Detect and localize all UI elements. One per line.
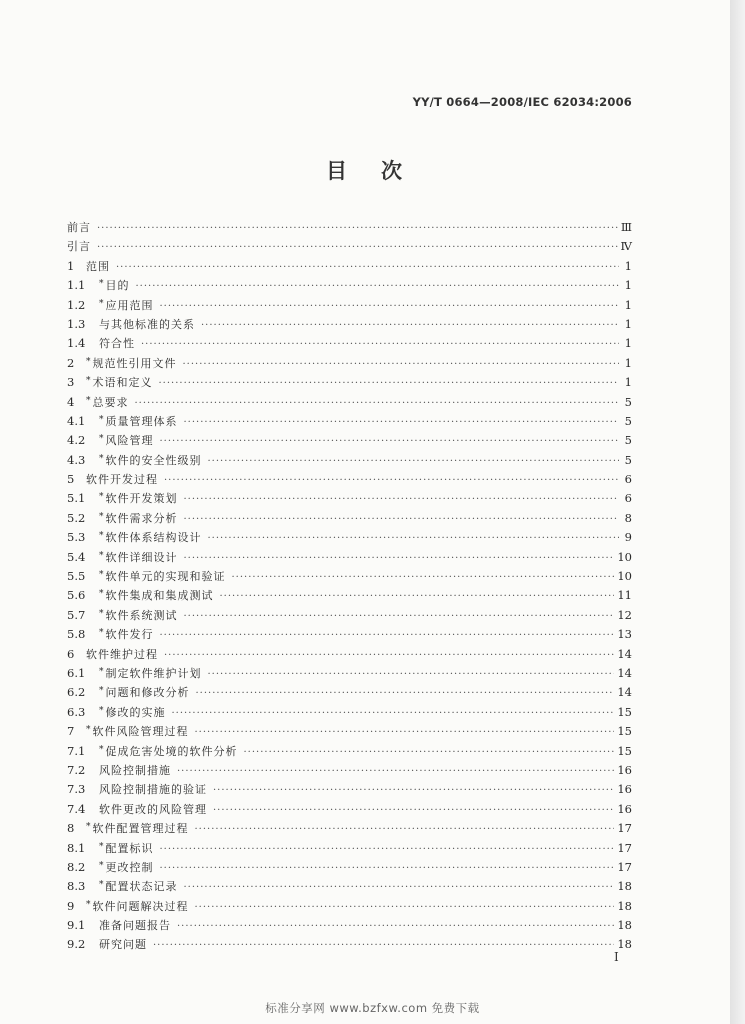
toc-entry [67, 704, 632, 723]
toc-entry-number: 8.3 [67, 879, 86, 894]
toc-entry-page: 18 [617, 918, 632, 933]
toc-entry-title: 更改控制 [105, 860, 154, 874]
toc-entry [67, 607, 632, 626]
informative-mark: * [99, 492, 104, 503]
informative-mark: * [99, 686, 104, 697]
toc-entry-page: 18 [617, 898, 632, 913]
toc-entry [67, 355, 632, 374]
toc-entry-title: 术语和定义 [92, 376, 153, 390]
informative-mark: * [99, 531, 104, 542]
toc-entry-title: 制定软件维护计划 [105, 666, 202, 680]
toc-entry-title: 软件发行 [105, 628, 154, 642]
toc-entry-number: 7.3 [67, 782, 86, 797]
toc-entry-number: 8.2 [67, 859, 86, 874]
toc-entry-page: Ⅳ [620, 239, 632, 254]
toc-entry [67, 743, 632, 762]
toc-entry-page: 1 [624, 297, 632, 312]
informative-mark: * [86, 822, 91, 833]
dot-leader [160, 436, 620, 447]
toc-entry-title: 研究问题 [99, 938, 147, 952]
toc-entry [67, 277, 632, 296]
toc-entry-page: 16 [617, 801, 632, 816]
toc-entry-page: 8 [624, 510, 632, 525]
toc-entry-page: 15 [617, 724, 632, 739]
toc-entry-number: 2 [67, 355, 75, 370]
toc-entry [67, 626, 632, 645]
toc-entry-number: 4 [67, 394, 75, 409]
toc-entry-number: 1.3 [67, 316, 86, 331]
informative-mark: * [86, 395, 91, 406]
dot-leader [177, 921, 614, 932]
toc-entry-number: 5.2 [67, 510, 86, 525]
toc-entry-page: 6 [624, 472, 632, 487]
toc-entry-page: 1 [624, 336, 632, 351]
toc-entry-number: 6.2 [67, 685, 86, 700]
toc-entry-page: 10 [617, 569, 632, 584]
informative-mark: * [99, 414, 104, 425]
informative-mark: * [99, 453, 104, 464]
toc-entry-title: 引言 [67, 240, 91, 254]
toc-entry [67, 665, 632, 684]
dot-leader [184, 417, 620, 428]
toc-entry-page: 5 [624, 394, 632, 409]
toc-entry-page: 9 [624, 530, 632, 545]
toc-entry [67, 471, 632, 490]
page-edge [730, 0, 745, 1024]
watermark-text: 标准分享网 www.bzfxw.com 免费下载 [265, 1001, 480, 1015]
dot-leader [136, 281, 620, 292]
informative-mark: * [99, 705, 104, 716]
toc-entry-page: 5 [624, 452, 632, 467]
dot-leader [184, 494, 620, 505]
toc-entry-title: 软件问题解决过程 [92, 899, 189, 913]
toc-entry-title: 准备问题报告 [99, 919, 171, 933]
toc-entry-page: 1 [624, 278, 632, 293]
toc-entry-page: 13 [617, 627, 632, 642]
toc-entry-title: 总要求 [92, 395, 129, 409]
toc-entry-number: 8 [67, 821, 75, 836]
toc-entry [67, 723, 632, 742]
toc-entry-title: 前言 [67, 221, 91, 234]
dot-leader [213, 785, 614, 796]
toc-entry [67, 859, 632, 878]
toc-entry-number: 8.1 [67, 840, 86, 855]
toc-entry [67, 374, 632, 393]
toc-entry [67, 490, 632, 509]
dot-leader [160, 844, 615, 855]
toc-entry-number: 5.1 [67, 491, 86, 506]
toc-entry [67, 510, 632, 529]
toc-entry-page: 6 [624, 491, 632, 506]
informative-mark: * [99, 511, 104, 522]
dot-leader [160, 301, 620, 312]
informative-mark: * [99, 434, 104, 445]
toc-entry [67, 238, 632, 257]
toc-entry-page: 10 [617, 549, 632, 564]
toc-entry-page: 5 [624, 413, 632, 428]
informative-mark: * [99, 608, 104, 619]
toc-entry [67, 898, 632, 917]
toc-entry-page: 1 [624, 355, 632, 370]
toc-entry-number: 1.1 [67, 278, 86, 293]
dot-leader [195, 902, 615, 913]
dot-leader [159, 378, 620, 389]
toc-entry-title: 规范性引用文件 [92, 356, 177, 370]
dot-leader [164, 650, 614, 661]
toc-entry-page: 1 [624, 316, 632, 331]
dot-leader [213, 805, 614, 816]
toc-entry [67, 394, 632, 413]
toc-entry-number: 4.1 [67, 413, 86, 428]
dot-leader [232, 572, 615, 583]
toc-entry-number: 7.1 [67, 743, 86, 758]
toc-entry-number: 5.6 [67, 588, 86, 603]
informative-mark: * [86, 356, 91, 367]
toc-entry [67, 878, 632, 897]
toc-entry-page: 15 [617, 704, 632, 719]
toc-entry-page: 17 [617, 840, 632, 855]
toc-entry [67, 801, 632, 820]
dot-leader [220, 591, 615, 602]
toc-entry-page: 18 [617, 879, 632, 894]
toc-entry-number: 1.4 [67, 336, 86, 351]
toc-entry-title: 风险控制措施 [99, 763, 171, 777]
dot-leader [196, 688, 615, 699]
title-char-right: 次 [381, 159, 404, 183]
toc-entry-number: 5.5 [67, 569, 86, 584]
toc-entry-number: 7.2 [67, 762, 86, 777]
toc-entry [67, 335, 632, 354]
informative-mark: * [99, 841, 104, 852]
toc-entry-number: 1.2 [67, 297, 86, 312]
dot-leader [116, 262, 619, 273]
toc-entry [67, 452, 632, 471]
toc-entry-number: 7.4 [67, 801, 86, 816]
toc-entry [67, 917, 632, 936]
toc-entry-page: 1 [624, 375, 632, 390]
toc-entry [67, 549, 632, 568]
toc-entry-number: 7 [67, 724, 75, 739]
toc-entry-title: 软件风险管理过程 [92, 725, 189, 739]
toc-entry-title: 问题和修改分析 [105, 686, 190, 700]
dot-leader [208, 456, 620, 467]
toc-entry-title: 与其他标准的关系 [99, 317, 195, 331]
toc-entry-page: 14 [617, 646, 632, 661]
dot-leader [141, 339, 619, 350]
toc-entry-number: 1 [67, 258, 75, 273]
toc-entry-page: 5 [624, 433, 632, 448]
dot-leader [160, 630, 615, 641]
toc-entry-number: 4.2 [67, 433, 86, 448]
toc-entry [67, 219, 632, 238]
toc-entry-title: 符合性 [99, 337, 135, 351]
toc-entry-page: 1 [624, 258, 632, 273]
dot-leader [97, 223, 618, 234]
toc-entry-page: 14 [617, 685, 632, 700]
dot-leader [201, 320, 619, 331]
toc-entry-title: 范围 [86, 259, 110, 273]
informative-mark: * [86, 725, 91, 736]
toc-entry-title: 软件配置管理过程 [92, 822, 189, 836]
informative-mark: * [99, 744, 104, 755]
toc-entry-title: 修改的实施 [105, 705, 166, 719]
toc-entry-page: 15 [617, 743, 632, 758]
informative-mark: * [99, 279, 104, 290]
informative-mark: * [99, 860, 104, 871]
toc-entry [67, 413, 632, 432]
toc-entry-title: 软件的安全性级别 [105, 453, 202, 467]
toc-entry [67, 529, 632, 548]
toc-entry-title: 配置标识 [105, 841, 154, 855]
toc-entry-title: 应用范围 [105, 298, 154, 312]
table-of-contents [67, 219, 632, 956]
toc-entry-number: 5.7 [67, 607, 86, 622]
informative-mark: * [99, 589, 104, 600]
toc-entry-title: 软件维护过程 [86, 647, 158, 661]
toc-entry-title: 质量管理体系 [105, 414, 178, 428]
toc-entry-title: 风险管理 [105, 434, 154, 448]
toc-entry-title: 软件开发过程 [86, 473, 158, 487]
informative-mark: * [99, 298, 104, 309]
dot-leader [184, 882, 615, 893]
toc-entry-title: 软件系统测试 [105, 608, 178, 622]
toc-entry-number: 5.4 [67, 549, 86, 564]
dot-leader [97, 242, 618, 253]
dot-leader [184, 553, 615, 564]
dot-leader [164, 475, 619, 486]
toc-entry-number: 9.1 [67, 918, 86, 933]
informative-mark: * [99, 880, 104, 891]
dot-leader [184, 611, 615, 622]
toc-entry-page: 14 [617, 665, 632, 680]
toc-entry-number: 9 [67, 898, 75, 913]
dot-leader [195, 824, 615, 835]
toc-entry-title: 促成危害处境的软件分析 [105, 744, 238, 758]
dot-leader [135, 398, 620, 409]
document-code: YY/T 0664—2008/IEC 62034:2006 [412, 95, 632, 109]
toc-entry-page: 18 [617, 937, 632, 952]
toc-entry [67, 762, 632, 781]
toc-entry [67, 587, 632, 606]
toc-entry [67, 781, 632, 800]
toc-entry [67, 316, 632, 335]
toc-entry [67, 646, 632, 665]
informative-mark: * [99, 550, 104, 561]
toc-entry-number: 5.8 [67, 627, 86, 642]
title-char-left: 目 [326, 159, 349, 183]
toc-entry-title: 风险控制措施的验证 [99, 783, 207, 797]
toc-entry [67, 936, 632, 955]
page-number: I [614, 950, 619, 964]
dot-leader [195, 727, 615, 738]
toc-entry-title: 软件更改的风险管理 [99, 802, 207, 816]
toc-entry-page: 12 [617, 607, 632, 622]
toc-entry-page: 16 [617, 782, 632, 797]
toc-entry-title: 目的 [105, 279, 130, 293]
toc-entry-page: 17 [617, 821, 632, 836]
toc-entry [67, 840, 632, 859]
toc-entry-title: 软件单元的实现和验证 [105, 570, 226, 584]
toc-entry-title: 配置状态记录 [105, 880, 178, 894]
toc-entry-number: 6.3 [67, 704, 86, 719]
toc-entry [67, 258, 632, 277]
toc-entry-title: 软件开发策划 [105, 492, 178, 506]
informative-mark: * [99, 628, 104, 639]
toc-entry [67, 684, 632, 703]
informative-mark: * [99, 570, 104, 581]
dot-leader [172, 708, 615, 719]
toc-entry-page: Ⅲ [620, 220, 632, 234]
toc-entry-title: 软件体系结构设计 [105, 531, 202, 545]
dot-leader [208, 533, 620, 544]
toc-entry-number: 5 [67, 472, 75, 487]
dot-leader [177, 766, 614, 777]
informative-mark: * [99, 666, 104, 677]
dot-leader [153, 940, 614, 951]
toc-entry-title: 软件需求分析 [105, 511, 178, 525]
toc-entry-number: 3 [67, 375, 75, 390]
toc-entry-page: 11 [617, 588, 632, 603]
toc-entry [67, 820, 632, 839]
toc-entry-number: 9.2 [67, 937, 86, 952]
dot-leader [160, 863, 615, 874]
informative-mark: * [86, 899, 91, 910]
toc-entry-number: 5.3 [67, 530, 86, 545]
page-title [0, 155, 730, 185]
dot-leader [183, 359, 620, 370]
toc-entry-page: 16 [617, 762, 632, 777]
toc-entry [67, 432, 632, 451]
toc-entry [67, 568, 632, 587]
informative-mark: * [86, 376, 91, 387]
toc-entry-title: 软件详细设计 [105, 550, 178, 564]
toc-entry-number: 4.3 [67, 452, 86, 467]
toc-entry-title: 软件集成和集成测试 [105, 589, 214, 603]
dot-leader [184, 514, 620, 525]
dot-leader [244, 747, 615, 758]
toc-entry-number: 6 [67, 646, 75, 661]
toc-entry [67, 297, 632, 316]
toc-entry-number: 6.1 [67, 665, 86, 680]
toc-entry-page: 17 [617, 859, 632, 874]
dot-leader [208, 669, 615, 680]
